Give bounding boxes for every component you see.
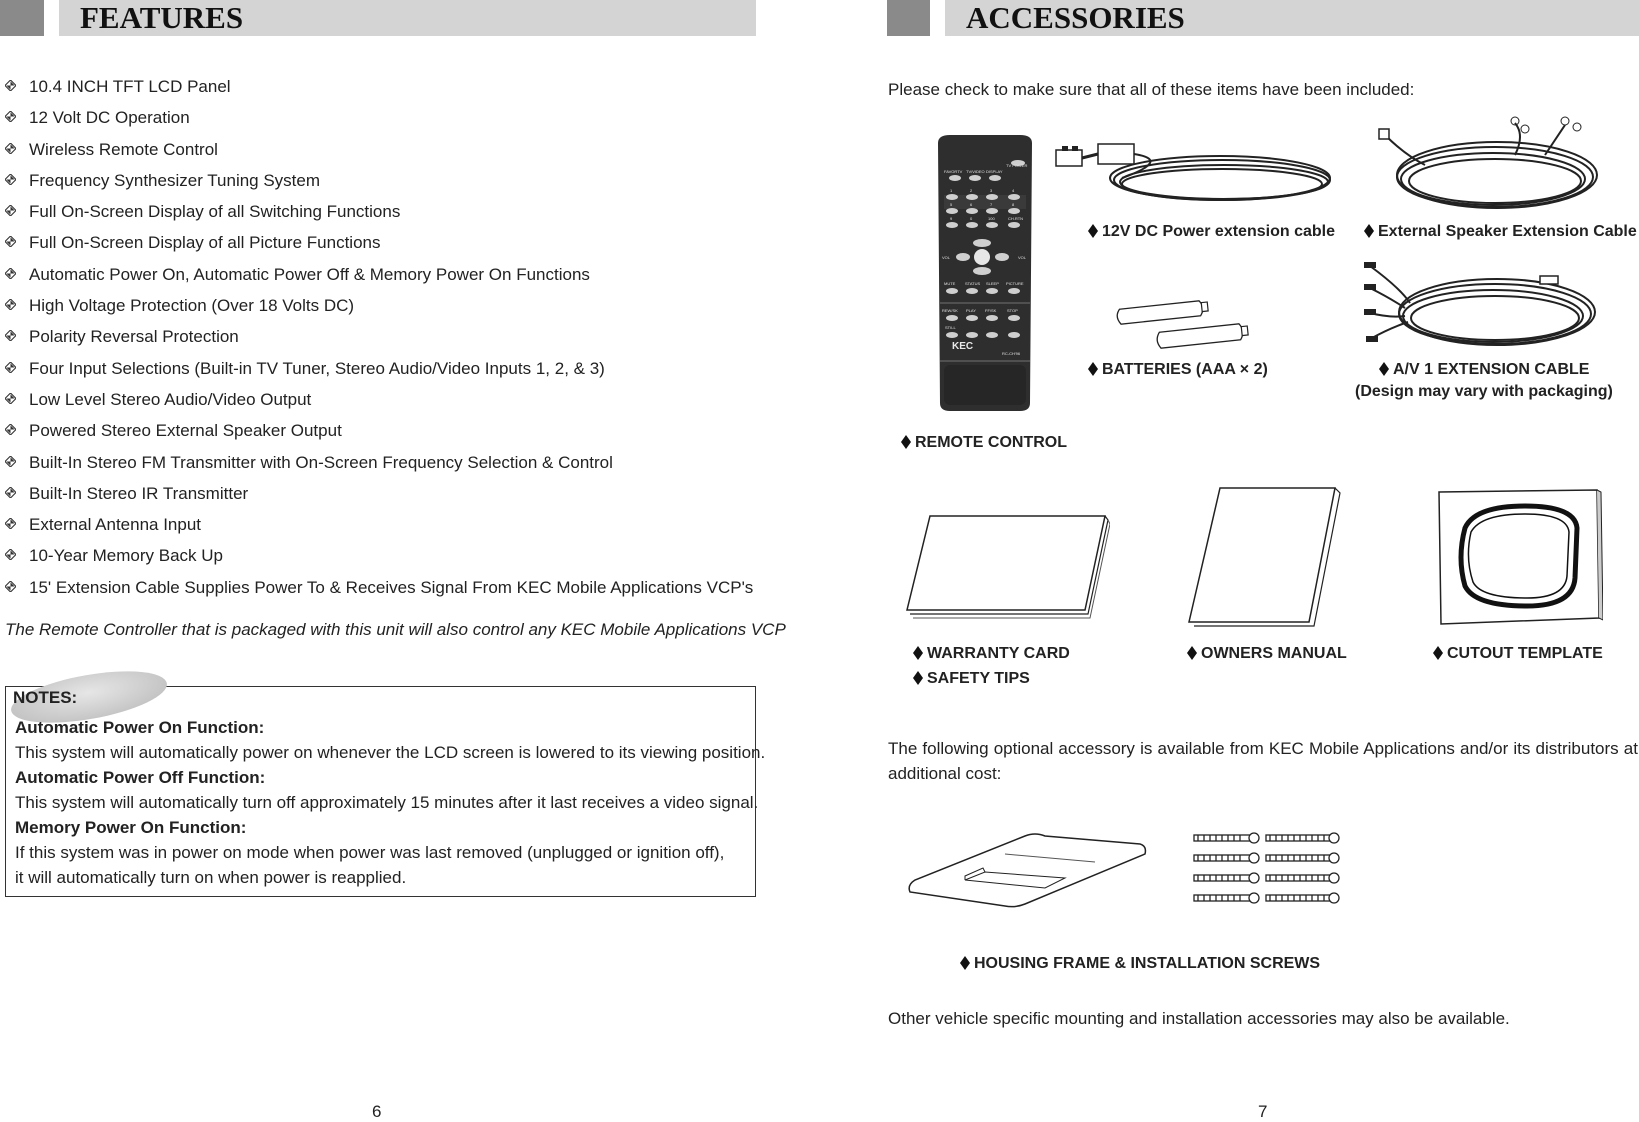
caption-remote: REMOTE CONTROL: [901, 434, 1067, 452]
note-text: If this system was in power on mode when power was last removed (unplugged or ignition off),: [15, 843, 725, 862]
note-heading: Automatic Power On Function:: [15, 718, 265, 737]
remote-label-row2-1: STATUS: [965, 281, 981, 286]
caption-warranty: WARRANTY CARD: [913, 645, 1070, 663]
diamond-bullet-icon: [5, 424, 16, 435]
owners-manual-image: [1185, 484, 1345, 629]
feature-item: Low Level Stereo Audio/Video Output: [0, 384, 760, 415]
speaker-cable-image: [1365, 115, 1600, 225]
remote-label-row3-2: FF/SK: [985, 308, 997, 313]
diamond-bullet-icon: [5, 487, 16, 498]
feature-item: Powered Stereo External Speaker Output: [0, 415, 760, 446]
page-number-right: 7: [1258, 1102, 1268, 1121]
diamond-bullet-icon: [5, 330, 16, 341]
remote-key-4: 4: [1012, 188, 1015, 193]
page-number-left: 6: [372, 1102, 382, 1121]
power-cable-image: [1052, 138, 1337, 228]
note-text: This system will automatically power on whenever the LCD screen is lowered to its viewing position.: [15, 743, 766, 762]
remote-label-vol-left: VOL: [942, 255, 951, 260]
accessories-title: ACCESSORIES: [966, 0, 1185, 35]
feature-item: Frequency Synthesizer Tuning System: [0, 165, 760, 196]
remote-key-6: 6: [970, 202, 973, 207]
warranty-card-image: [905, 510, 1110, 620]
diamond-bullet-icon: [5, 143, 16, 154]
remote-label-row1-0: FAVORTV: [944, 169, 963, 174]
diamond-bullet-icon: [913, 646, 923, 660]
feature-item: Built-In Stereo FM Transmitter with On-Screen Frequency Selection & Control: [0, 447, 760, 478]
cutout-template-image: [1435, 488, 1603, 628]
feature-item: Built-In Stereo IR Transmitter: [0, 478, 760, 509]
diamond-bullet-icon: [1379, 362, 1389, 376]
diamond-bullet-icon: [1187, 646, 1197, 660]
remote-key-7: 7: [990, 202, 993, 207]
diamond-bullet-icon: [5, 80, 16, 91]
feature-item: Four Input Selections (Built-in TV Tuner, Stereo Audio/Video Inputs 1, 2, & 3): [0, 353, 760, 384]
diamond-bullet-icon: [5, 456, 16, 467]
diamond-bullet-icon: [5, 393, 16, 404]
feature-item: Wireless Remote Control: [0, 134, 760, 165]
optional-accessory-text: The following optional accessory is available from KEC Mobile Applications and/or its distributors at additional cost:: [888, 739, 1638, 783]
remote-key-1: 1: [950, 188, 953, 193]
note-heading: Automatic Power Off Function:: [15, 768, 266, 787]
feature-item: Full On-Screen Display of all Picture Functions: [0, 227, 760, 258]
feature-item: 10-Year Memory Back Up: [0, 540, 760, 571]
remote-label-row2-0: MUTE: [944, 281, 956, 286]
feature-item: Full On-Screen Display of all Switching Functions: [0, 196, 760, 227]
diamond-bullet-icon: [5, 581, 16, 592]
installation-screws-image: [1190, 830, 1345, 915]
diamond-bullet-icon: [5, 268, 16, 279]
housing-frame-image: [905, 830, 1150, 910]
remote-label-row4-0: STILL: [945, 325, 956, 330]
note-heading: Memory Power On Function:: [15, 818, 247, 837]
caption-av-cable-note: (Design may vary with packaging): [1355, 383, 1613, 400]
feature-item: External Antenna Input: [0, 509, 760, 540]
diamond-bullet-icon: [5, 549, 16, 560]
feature-item: 12 Volt DC Operation: [0, 102, 760, 133]
diamond-bullet-icon: [960, 956, 970, 970]
remote-key-0: 0: [970, 216, 973, 221]
caption-av-cable: A/V 1 EXTENSION CABLE: [1379, 361, 1589, 379]
remote-label-row2-3: PICTURE: [1006, 281, 1024, 286]
remote-label-row1-2: DISPLAY: [986, 169, 1003, 174]
notes-title: NOTES:: [13, 688, 78, 707]
remote-key-9: 9: [950, 216, 953, 221]
caption-speaker-cable: External Speaker Extension Cable: [1364, 223, 1637, 241]
remote-key-chrtn: CH.RTN: [1008, 216, 1024, 221]
remote-label-top: TV POWER: [1006, 163, 1028, 168]
remote-key-8: 8: [1012, 202, 1015, 207]
note-text: it will automatically turn on when power is reapplied.: [15, 868, 407, 887]
diamond-bullet-icon: [5, 362, 16, 373]
feature-item: 15' Extension Cable Supplies Power To & Receives Signal From KEC Mobile Applications VCP's: [0, 572, 760, 603]
caption-housing: HOUSING FRAME & INSTALLATION SCREWS: [960, 955, 1320, 973]
diamond-bullet-icon: [5, 518, 16, 529]
diamond-bullet-icon: [5, 174, 16, 185]
batteries-image: [1110, 290, 1260, 360]
remote-label-row3-1: PLAY: [966, 308, 976, 313]
diamond-bullet-icon: [5, 236, 16, 247]
diamond-bullet-icon: [1088, 362, 1098, 376]
remote-label-row3-3: STOP: [1007, 308, 1018, 313]
remote-label-row3-0: REW/SK: [942, 308, 958, 313]
remote-label-vol-right: VOL: [1018, 255, 1027, 260]
av-cable-image: [1360, 258, 1600, 358]
diamond-bullet-icon: [5, 205, 16, 216]
diamond-bullet-icon: [901, 435, 911, 449]
features-title: FEATURES: [80, 0, 244, 35]
remote-label-row2-2: SLEEP: [986, 281, 999, 286]
diamond-bullet-icon: [5, 111, 16, 122]
features-list: [0, 71, 760, 603]
feature-item: 10.4 INCH TFT LCD Panel: [0, 71, 760, 102]
accessories-intro: Please check to make sure that all of these items have been included:: [888, 80, 1415, 99]
caption-manual: OWNERS MANUAL: [1187, 645, 1347, 663]
accessories-header-block: [887, 0, 930, 36]
remote-key-5: 5: [950, 202, 953, 207]
remote-compatibility-note: The Remote Controller that is packaged with this unit will also control any KEC Mobile Applications VCP: [5, 620, 786, 639]
diamond-bullet-icon: [913, 671, 923, 685]
remote-control-image: [930, 133, 1040, 413]
caption-template: CUTOUT TEMPLATE: [1433, 645, 1603, 663]
remote-key-100: 100: [988, 216, 995, 221]
caption-batteries: BATTERIES (AAA × 2): [1088, 361, 1268, 379]
note-text: This system will automatically turn off approximately 15 minutes after it last receives a video signal.: [15, 793, 759, 812]
remote-brand-logo: KEC: [952, 341, 974, 352]
caption-power-cable: 12V DC Power extension cable: [1088, 223, 1335, 241]
diamond-bullet-icon: [1433, 646, 1443, 660]
features-header-block: [0, 0, 44, 36]
diamond-bullet-icon: [1364, 224, 1374, 238]
remote-model-label: RC-CH'96: [1002, 351, 1021, 356]
diamond-bullet-icon: [1088, 224, 1098, 238]
remote-key-2: 2: [970, 188, 973, 193]
diamond-bullet-icon: [5, 299, 16, 310]
other-accessories-text: Other vehicle specific mounting and installation accessories may also be available.: [888, 1009, 1510, 1028]
feature-item: Polarity Reversal Protection: [0, 321, 760, 352]
feature-item: Automatic Power On, Automatic Power Off & Memory Power On Functions: [0, 259, 760, 290]
remote-label-row1-1: TV/VIDEO: [966, 169, 985, 174]
remote-key-3: 3: [990, 188, 993, 193]
caption-safety: SAFETY TIPS: [913, 670, 1030, 688]
feature-item: High Voltage Protection (Over 18 Volts DC): [0, 290, 760, 321]
